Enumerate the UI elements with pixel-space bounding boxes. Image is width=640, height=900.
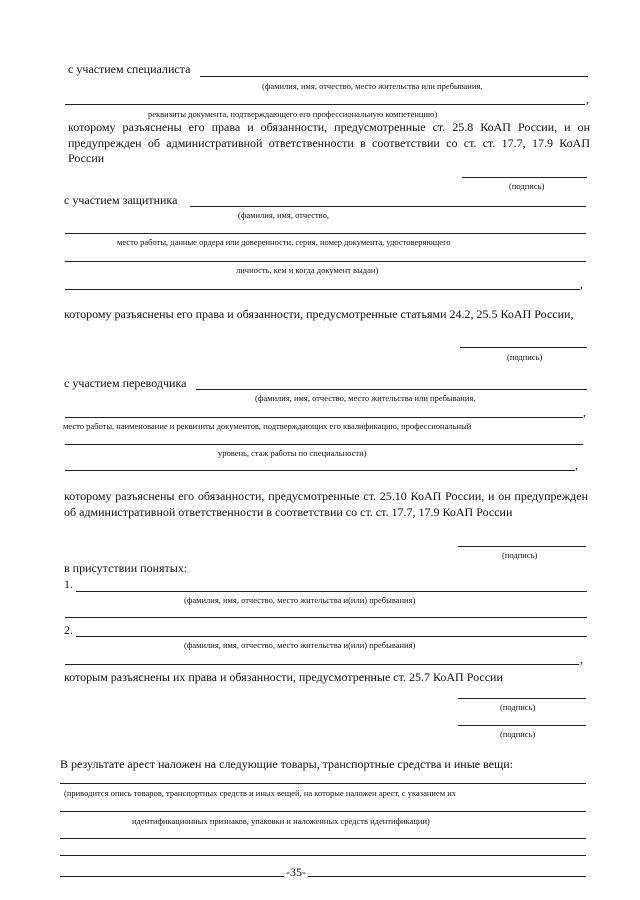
goods-line-5[interactable]: [60, 876, 586, 877]
witness-1-name-line[interactable]: [76, 591, 587, 592]
translator-label: с участием переводчика: [64, 376, 187, 390]
witness-1-hint: (фамилия, имя, отчество, место жительства и(или) пребывания): [184, 595, 416, 605]
specialist-rights-paragraph: которому разъяснены его права и обязанности, предусмотренные ст. 25.8 КоАП России, и он предупрежден об административной ответственности в соответствии со ст. ст. 17.7, 17.9 КоАП России: [68, 120, 590, 165]
defender-line-2[interactable]: [65, 233, 586, 234]
comma: ,: [575, 458, 578, 472]
seized-goods-statement: В результате арест наложен на следующие товары, транспортные средства и иные вещи:: [60, 757, 513, 771]
comma: ,: [586, 92, 589, 106]
witness-1-line-2[interactable]: [65, 617, 587, 618]
goods-line-1[interactable]: [60, 783, 586, 784]
goods-hint-identification: идентификационных признаков, упаковки и наложенных средств идентификации): [132, 816, 430, 826]
goods-line-3[interactable]: [60, 838, 586, 839]
goods-line-4[interactable]: [60, 855, 586, 856]
witness-2-signature-line[interactable]: [458, 725, 586, 726]
defender-signature-label: (подпись): [507, 352, 543, 362]
translator-signature-label: (подпись): [502, 550, 538, 560]
translator-name-line[interactable]: [196, 389, 587, 390]
defender-name-line[interactable]: [190, 206, 586, 207]
defender-signature-line[interactable]: [460, 347, 587, 348]
page-number: -35-: [286, 865, 306, 879]
witness-2-number: 2.: [64, 623, 73, 637]
translator-signature-line[interactable]: [458, 546, 586, 547]
translator-line-2[interactable]: [65, 417, 583, 418]
specialist-line-2[interactable]: [65, 104, 585, 105]
comma: ,: [583, 405, 586, 419]
defender-hint-work: место работы, данные ордера или доверенности, серия, номер документа, удостоверяющего: [117, 237, 451, 247]
witness-1-signature-label: (подпись): [500, 702, 536, 712]
witness-2-signature-label: (подпись): [500, 729, 536, 739]
specialist-signature-line[interactable]: [462, 177, 587, 178]
goods-hint-inventory: (приводится опись товаров, транспортных средств и иных вещей, на которые наложен арест, с указанием их: [64, 788, 457, 798]
defender-hint-identity: личность, кем и когда документ выдан): [236, 265, 379, 275]
defender-hint-name: (фамилия, имя, отчество,: [238, 210, 330, 220]
defender-line-3[interactable]: [65, 261, 586, 262]
translator-line-4[interactable]: [65, 470, 575, 471]
witness-2-name-line[interactable]: [76, 636, 587, 637]
translator-rights-paragraph: которому разъяснены его обязанности, предусмотренные ст. 25.10 КоАП России, и он предупрежден об административной ответственности в соответствии со ст. ст. 17.7, 17.9 КоАП России: [64, 489, 588, 519]
defender-label: с участием защитника: [64, 193, 178, 207]
specialist-name-line[interactable]: [200, 76, 588, 77]
witness-2-hint: (фамилия, имя, отчество, место жительства и(или) пребывания): [184, 640, 416, 650]
goods-line-2[interactable]: [60, 811, 586, 812]
comma: ,: [580, 652, 583, 666]
comma: ,: [580, 277, 583, 291]
defender-line-4[interactable]: [65, 289, 580, 290]
specialist-hint-document: реквизиты документа, подтверждающего его профессиональную компетенцию): [148, 109, 438, 119]
specialist-hint-name: (фамилия, имя, отчество, место жительства или пребывания,: [262, 81, 483, 91]
witness-1-number: 1.: [64, 577, 73, 591]
translator-line-3[interactable]: [65, 444, 583, 445]
translator-hint-name: (фамилия, имя, отчество, место жительства или пребывания,: [255, 393, 476, 403]
specialist-signature-label: (подпись): [509, 181, 545, 191]
translator-hint-work: место работы, наименование и реквизиты документов, подтверждающих его квалификацию, профессиональный: [63, 421, 472, 431]
witness-2-line-2[interactable]: [65, 664, 579, 665]
specialist-label: с участием специалиста: [68, 62, 191, 76]
translator-hint-experience: уровень, стаж работы по специальности): [218, 448, 367, 458]
witness-1-signature-line[interactable]: [458, 698, 586, 699]
witnesses-label: в присутствии понятых:: [64, 561, 188, 575]
witnesses-rights-paragraph: которым разъяснены их права и обязанности, предусмотренные ст. 25.7 КоАП России: [64, 670, 503, 684]
defender-rights-paragraph: которому разъяснены его права и обязанности, предусмотренные статьями 24.2, 25.5 КоАП России,: [64, 307, 574, 321]
